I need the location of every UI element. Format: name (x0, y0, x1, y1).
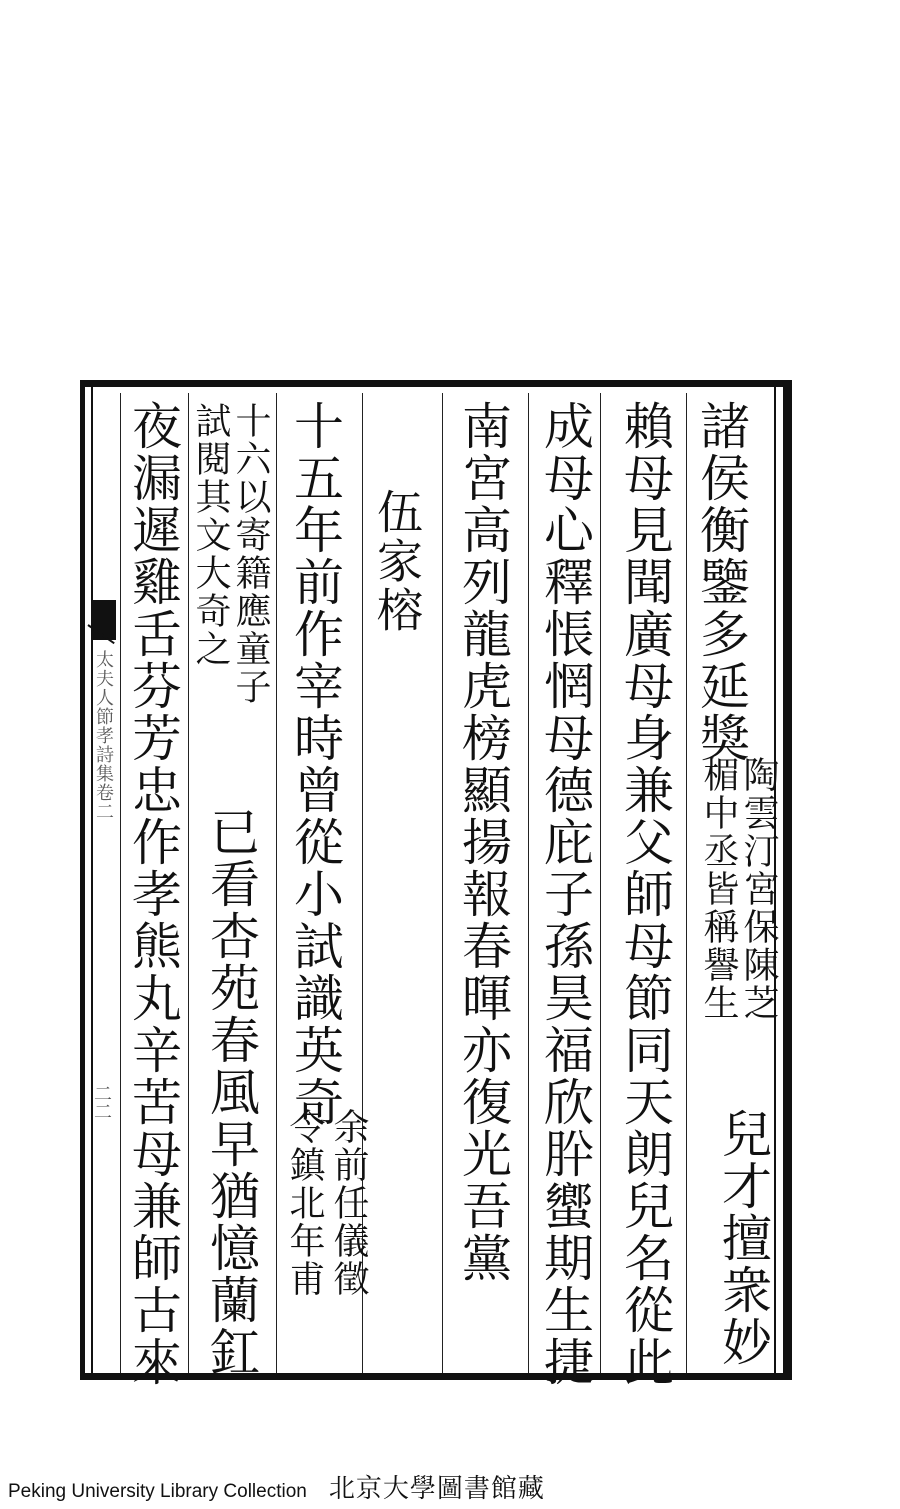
column-separator (442, 393, 443, 1373)
text-column-1-note-left: 楣中丞皆稱譽生 (698, 756, 739, 1022)
text-column-6-note-left: 令鎮北年甫 (284, 1108, 325, 1298)
footer-collection-chinese: 北京大學圖書館藏 (328, 1474, 545, 1504)
text-column-7-cont: 已看杏苑春風早猶憶蘭釭 (202, 806, 260, 1378)
footer-collection-english: Peking University Library Collection (8, 1481, 307, 1502)
footer (8, 1468, 545, 1504)
column-separator (600, 393, 601, 1373)
author-name: 伍家榕 (370, 488, 424, 635)
text-column-1-tail: 兒才擅衆妙 (714, 1108, 772, 1368)
text-column-8: 夜漏遲雞舌芬芳忠作孝熊丸辛苦母兼師古來 (124, 400, 182, 1388)
column-separator (276, 393, 277, 1373)
column-separator (120, 393, 121, 1373)
text-column-1-note-right: 陶雲汀宮保陳芝 (738, 756, 779, 1022)
text-column-4: 南宮高列龍虎榜顯揚報春暉亦復光吾黨 (454, 400, 512, 1284)
column-separator (686, 393, 687, 1373)
text-column-6-note-right: 余前任儀徵 (328, 1108, 369, 1298)
margin-title: 太夫人節孝詩集卷二 (93, 650, 114, 821)
margin-band (86, 384, 116, 1376)
text-column-3: 成母心釋悵惘母德庇子孫昊福欣肸蠁期生捷 (536, 400, 594, 1388)
text-column-2: 賴母見聞廣母身兼父師母節同天朗兒名從此 (616, 400, 674, 1388)
column-separator (528, 393, 529, 1373)
text-column-6-main: 十五年前作宰時曾從小試識英奇 (286, 400, 344, 1128)
text-column-7-note-left: 試閱其文大奇之 (190, 402, 231, 668)
column-separator (188, 393, 189, 1373)
text-column-1-main: 諸侯衡鑒多延獎 (692, 400, 750, 764)
margin-page-number: 二二 (91, 1084, 112, 1120)
text-column-7-note-right: 十六以寄籍應童子 (230, 402, 271, 706)
